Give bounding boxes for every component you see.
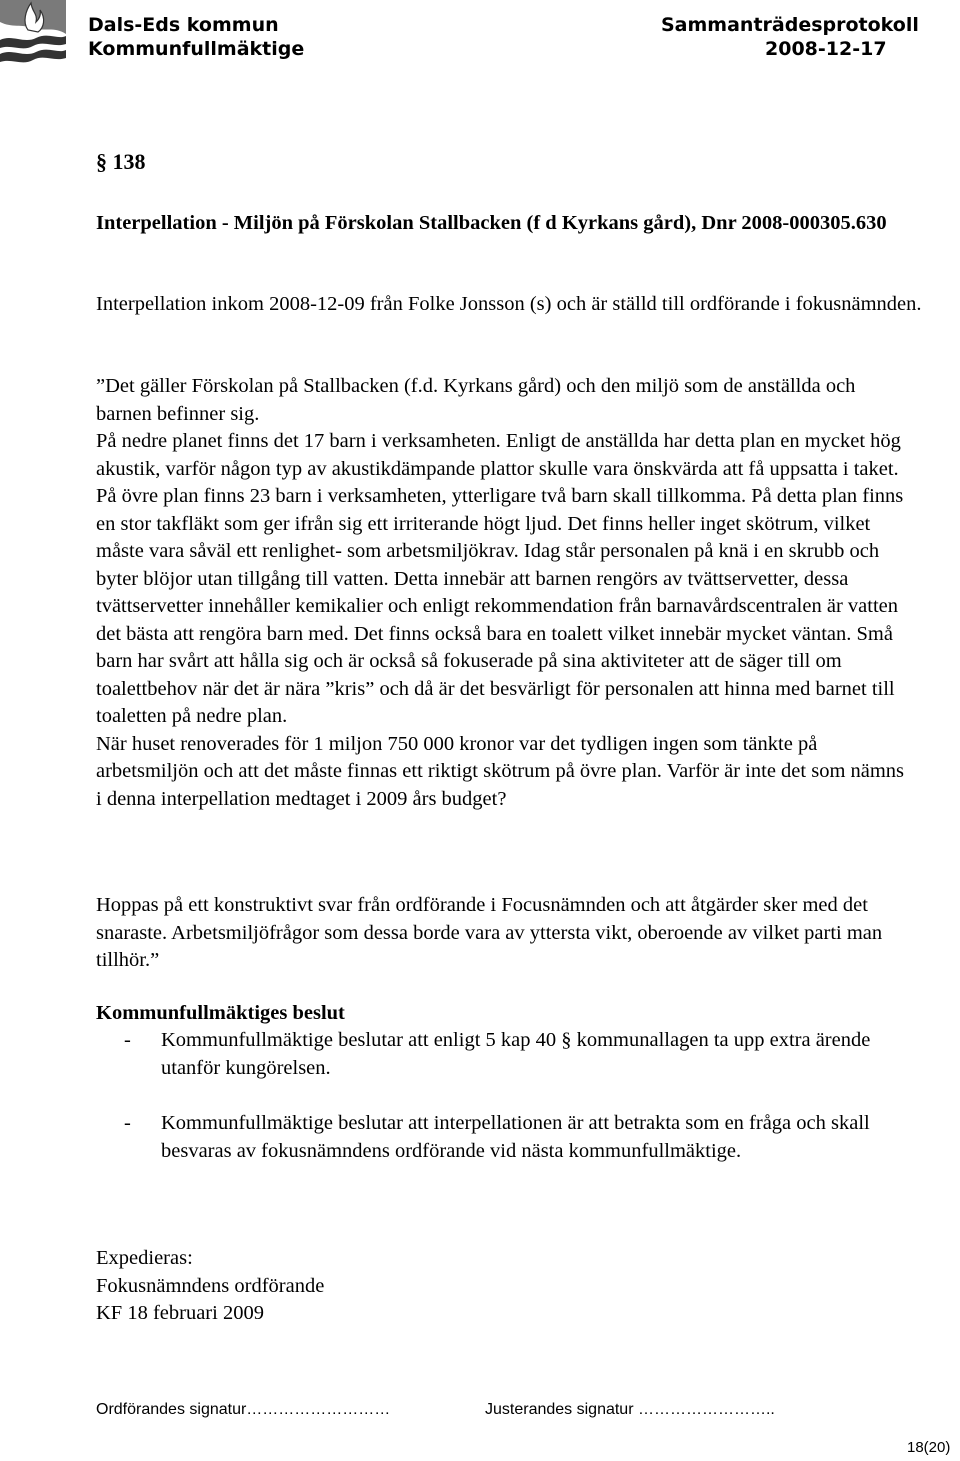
decision-item <box>96 1027 920 1082</box>
municipality-logo <box>0 0 66 66</box>
quote-paragraph: På nedre planet finns det 17 barn i verksamheten. Enligt de anställda har detta plan en mycket hög akustik, varför någon typ av akustikdämpande plattor skulle vara önskvärda att få uppsatta i taket. <box>96 430 901 480</box>
header-org: Dals-Eds kommun <box>88 14 279 36</box>
paragraph-number: § 138 <box>96 149 146 174</box>
intro-paragraph: Interpellation inkom 2008-12-09 från Folke Jonsson (s) och är ställd till ordförande i fokusnämnden. <box>96 293 922 315</box>
quote-paragraph: När huset renoverades för 1 miljon 750 000 kronor var det tydligen ingen som tänkte på arbetsmiljön och att det måste finnas ett riktigt skötrum på övre plan. Varför är inte det som nämns i denna interpellation medtaget i 2009 års budget? <box>96 732 905 810</box>
decision-dash: - <box>124 1112 131 1134</box>
quote-paragraph: På övre plan finns 23 barn i verksamheten, ytterligare två barn skall tillkomma. På detta plan finns en stor takfläkt som ger ifrån sig ett irriterande högt ljud. Det finns heller inget skötrum, vilket måste vara såväl ett renlighet- som arbetsmiljökrav. Idag står personalen på knä i en skrubb och byter blöjor utan tillgång till vatten. Detta innebär att barnen rengörs av tvättservetter, dessa tvättservetter innehåller kemikalier och enligt rekommendation från barnavårdscentralen är vatten det bästa att rengöra barn med. Det finns också bara en toalett vilket innebär mycket väntan. Små barn har svårt att hålla sig och är också så fokuserade på sina aktiviteter att de säger till om toalettbehov när det är nära ”kris” och då är det besvärligt för personalen att hinna med barnet till toaletten på nedre plan. <box>96 485 904 727</box>
interpellation-text <box>96 373 906 813</box>
dispatch-ref: KF 18 februari 2009 <box>96 1302 264 1324</box>
dispatch-block <box>96 1245 324 1328</box>
header-doc-type: Sammanträdesprotokoll <box>661 14 919 36</box>
section-title: Interpellation - Miljön på Förskolan Stallbacken (f d Kyrkans gård), Dnr 2008-000305.630 <box>96 212 887 234</box>
quote-paragraph: ”Det gäller Förskolan på Stallbacken (f.d. Kyrkans gård) och den miljö som de anställda och barnen befinner sig. <box>96 375 856 425</box>
adjuster-signature: Justerandes signatur …………………….. <box>485 1401 775 1418</box>
decision-item <box>96 1110 906 1165</box>
header-date: 2008-12-17 <box>765 38 887 60</box>
chair-signature: Ordförandes signatur……………………… <box>96 1401 391 1418</box>
dispatch-label: Expedieras: <box>96 1247 193 1269</box>
decision-heading: Kommunfullmäktiges beslut <box>96 1002 345 1024</box>
decision-dash: - <box>124 1029 131 1051</box>
page-number: 18(20) <box>907 1439 951 1456</box>
decision-text: Kommunfullmäktige beslutar att interpellationen är att betrakta som en fråga och skall besvaras av fokusnämndens ordförande vid nästa kommunfullmäktige. <box>161 1112 870 1162</box>
header-committee: Kommunfullmäktige <box>88 38 305 60</box>
dispatch-recipient: Fokusnämndens ordförande <box>96 1274 325 1297</box>
decision-text: Kommunfullmäktige beslutar att enligt 5 kap 40 § kommunallagen ta upp extra ärende utanför kungörelsen. <box>161 1029 871 1079</box>
closing-paragraph: Hoppas på ett konstruktivt svar från ordförande i Focusnämnden och att åtgärder sker med det snaraste. Arbetsmiljöfrågor som dessa borde vara av yttersta vikt, oberoende av vilket parti man tillhör.” <box>96 894 883 971</box>
